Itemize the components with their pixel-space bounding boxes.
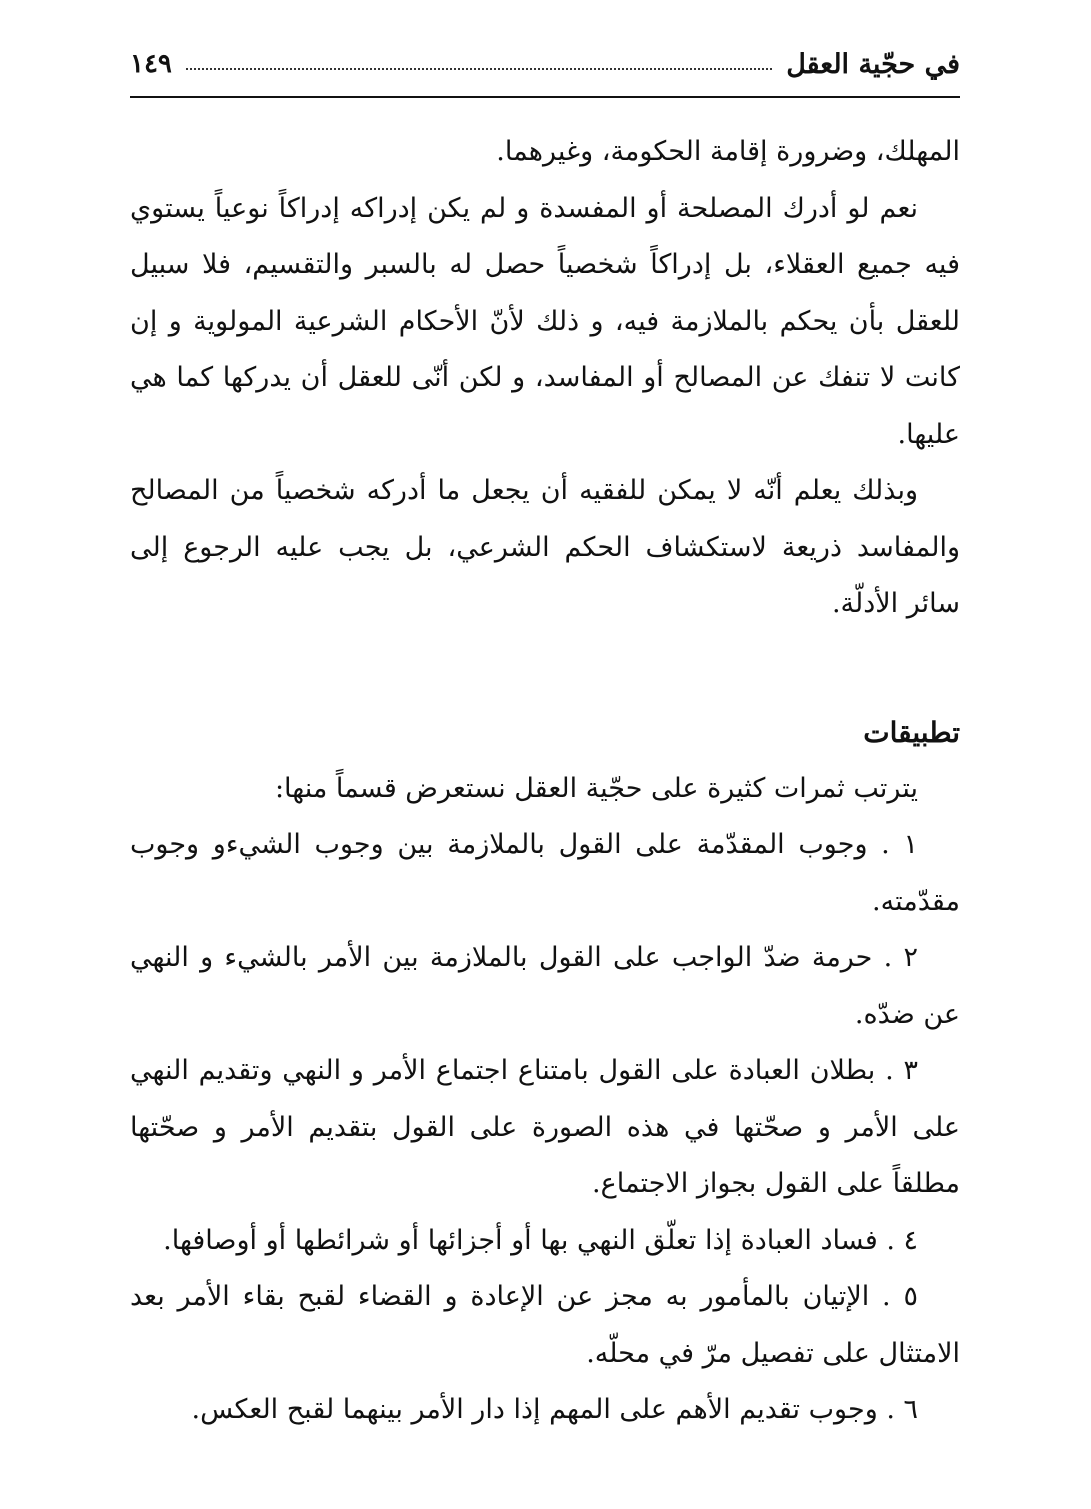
header-dot-leader (186, 68, 772, 70)
list-item: ٤ . فساد العبادة إذا تعلّق النهي بها أو أجزائها أو شرائطها أو أوصافها. (163, 1224, 918, 1256)
running-title: في حجّية العقل (786, 48, 960, 80)
applications-list (130, 817, 960, 1439)
paragraph: وبذلك يعلم أنّه لا يمكن للفقيه أن يجعل ما أدركه شخصياً من المصالح والمفاسد ذريعة لاستكشاف الحكم الشرعي، بل يجب عليه الرجوع إلى سائر الأدلّة. (130, 475, 960, 619)
section-intro: يترتب ثمرات كثيرة على حجّية العقل نستعرض قسماً منها: (274, 772, 918, 804)
paragraph: نعم لو أدرك المصلحة أو المفسدة و لم يكن إدراكه إدراكاً نوعياً يستوي فيه جميع العقلاء، بل إدراكاً شخصياً حصل له بالسبر والتقسيم، فلا سبيل للعقل بأن يحكم بالملازمة فيه، و ذلك لأنّ الأحكام الشرعية المولوية و إن كانت لا تنفك عن المصالح أو المفاسد، و لكن أنّى للعقل أن يدركها كما هي عليها. (130, 192, 960, 450)
book-page (130, 38, 960, 1439)
running-header (130, 38, 960, 90)
list-item: ١ . وجوب المقدّمة على القول بالملازمة بين وجوب الشيءو وجوب مقدّمته. (130, 829, 960, 917)
paragraph: المهلك، وضرورة إقامة الحكومة، وغيرهما. (496, 136, 960, 167)
section-heading: تطبيقات (863, 715, 960, 749)
list-item: ٣ . بطلان العبادة على القول بامتناع اجتماع الأمر و النهي وتقديم النهي على الأمر و صحّتها في هذه الصورة على القول بتقديم الأمر و صحّتها مطلقاً على القول بجواز الاجتماع. (130, 1055, 960, 1199)
list-item: ٦ . وجوب تقديم الأهم على المهم إذا دار الأمر بينهما لقبح العكس. (191, 1394, 918, 1425)
header-rule (130, 96, 960, 98)
main-text (130, 124, 960, 1439)
list-item: ٥ . الإتيان بالمأمور به مجز عن الإعادة و القضاء لقبح بقاء الأمر بعد الامتثال على تفصيل مرّ في محلّه. (130, 1281, 960, 1369)
page-number: ١٤٩ (130, 49, 172, 79)
list-item: ٢ . حرمة ضدّ الواجب على القول بالملازمة بين الأمر بالشيء و النهي عن ضدّه. (130, 942, 960, 1030)
